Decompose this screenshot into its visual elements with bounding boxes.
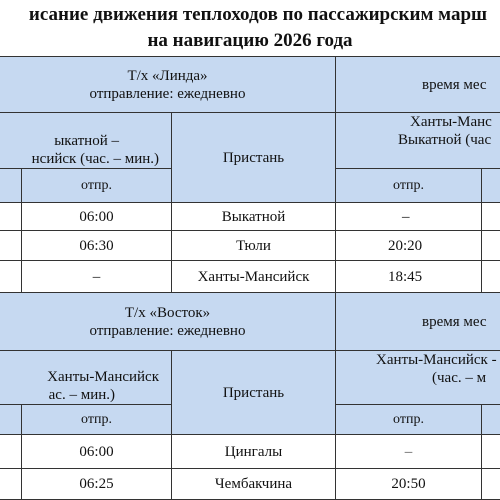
table-row-5-return: 20:50 <box>336 469 482 500</box>
table-row-4-return-arrival <box>482 435 500 469</box>
col-arrival-linda <box>0 169 22 203</box>
route-forward-line-2: ас. – мин.) <box>48 387 115 403</box>
table-row-1-arrival <box>0 203 22 231</box>
route-return-line-2: (час. – м <box>432 370 487 386</box>
col-departure-return-label: отпр. <box>393 177 424 193</box>
table-row-2-return-arrival <box>482 231 500 261</box>
time-header-vostok <box>336 293 500 351</box>
col-departure-label: отпр. <box>81 411 112 427</box>
route-return-line-2: Выкатной (час <box>398 132 492 148</box>
departure-note-vostok: отправление: ежедневно <box>89 322 246 339</box>
table-row-1-return-arrival <box>482 203 500 231</box>
time-header-label: время мес <box>422 313 487 330</box>
route-return-header-vostok <box>336 351 500 405</box>
document-title-line-2: на навигацию 2026 года <box>147 30 353 51</box>
col-departure-linda <box>22 169 172 203</box>
route-forward-header-vostok <box>0 351 172 405</box>
col-arrival-return-vostok <box>482 405 500 435</box>
pier-header-label: Пристань <box>222 149 285 166</box>
table-row-4-pier: Цингалы <box>172 435 336 469</box>
route-forward-line-1: Ханты-Мансийск <box>47 369 159 385</box>
table-row-3-return-arrival <box>482 261 500 293</box>
table-row-5-arrival <box>0 469 22 500</box>
table-row-3-arrival <box>0 261 22 293</box>
col-departure-return-vostok <box>336 405 482 435</box>
table-row-1-departure: 06:00 <box>22 203 172 231</box>
table-row-4-arrival <box>0 435 22 469</box>
table-row-5-departure: 06:25 <box>22 469 172 500</box>
time-header-label: время мес <box>422 76 487 93</box>
table-row-5-return-arrival <box>482 469 500 500</box>
col-departure-label: отпр. <box>81 177 112 193</box>
col-departure-vostok <box>22 405 172 435</box>
vessel-name-linda: Т/х «Линда» <box>127 67 208 84</box>
document-title-line-1: исание движения теплоходов по пассажирским марш <box>28 4 488 25</box>
vessel-header-linda <box>0 57 336 113</box>
route-return-line-1: Ханты-Манс <box>410 114 492 130</box>
table-row-1-return: – <box>336 203 482 231</box>
time-header-linda <box>336 57 500 113</box>
pier-header-label: Пристань <box>222 384 285 401</box>
table-row-1-pier: Выкатной <box>172 203 336 231</box>
table-row-2-arrival <box>0 231 22 261</box>
pier-header-vostok <box>172 351 336 435</box>
table-row-5-pier: Чембакчина <box>172 469 336 500</box>
route-return-line-1: Ханты-Мансийск - <box>376 352 497 368</box>
table-row-3-pier: Ханты-Мансийск <box>172 261 336 293</box>
table-row-4-departure: 06:00 <box>22 435 172 469</box>
route-forward-header-linda <box>0 113 172 169</box>
col-arrival-vostok <box>0 405 22 435</box>
table-row-2-return: 20:20 <box>336 231 482 261</box>
route-forward-line-2: нсийск (час. – мин.) <box>31 151 159 167</box>
vessel-name-vostok: Т/х «Восток» <box>124 304 211 321</box>
col-departure-return-label: отпр. <box>393 411 424 427</box>
pier-header-linda <box>172 113 336 203</box>
table-row-3-departure: – <box>22 261 172 293</box>
route-return-header-linda <box>336 113 500 169</box>
table-row-3-return: 18:45 <box>336 261 482 293</box>
col-departure-return-linda <box>336 169 482 203</box>
table-row-2-departure: 06:30 <box>22 231 172 261</box>
table-row-2-pier: Тюли <box>172 231 336 261</box>
col-arrival-return-linda <box>482 169 500 203</box>
departure-note-linda: отправление: ежедневно <box>89 85 246 102</box>
vessel-header-vostok <box>0 293 336 351</box>
table-row-4-return: – <box>336 435 482 469</box>
route-forward-line-1: ыкатной – <box>54 133 119 149</box>
